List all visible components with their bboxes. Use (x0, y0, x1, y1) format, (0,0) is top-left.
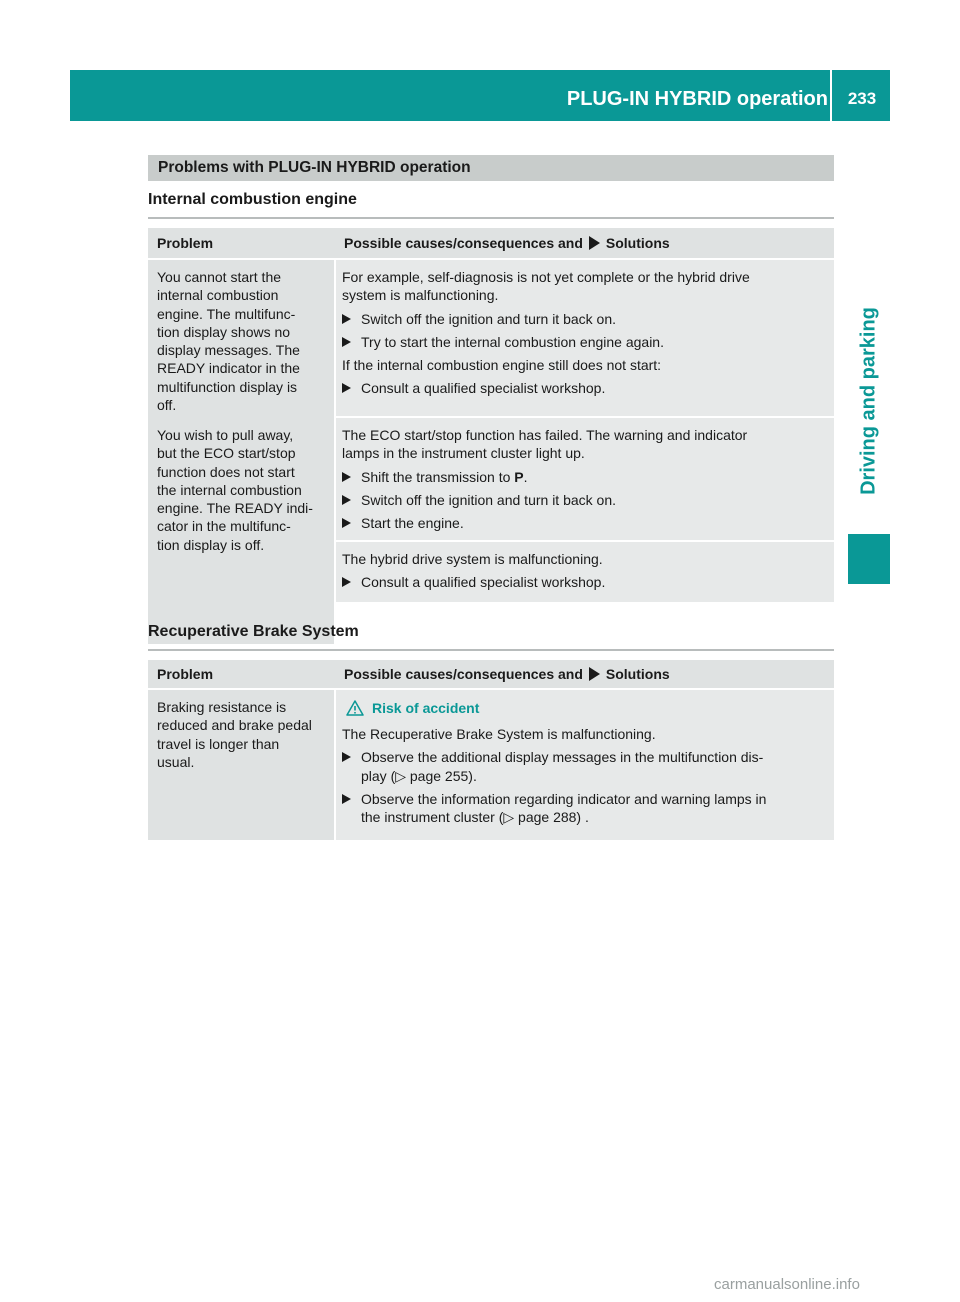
problem-line: READY indicator in the (157, 360, 300, 377)
col-header-causes-label: Possible causes/consequences and (344, 666, 583, 682)
table-header-row (148, 660, 834, 688)
step-text: Try to start the internal combustion engine again. (361, 333, 664, 350)
solution-content (342, 426, 828, 532)
solution-step (342, 491, 828, 509)
problem-line: engine. The multifunc- (157, 305, 296, 322)
solution-content (342, 550, 828, 592)
section-band (148, 155, 834, 181)
problem-line: You cannot start the (157, 269, 282, 285)
solution-cell (336, 418, 834, 540)
chapter-title: PLUG-IN HYBRID operation (566, 88, 828, 110)
step-text: Start the engine. (361, 515, 464, 532)
warning-triangle-icon (346, 700, 364, 716)
warning-row (342, 700, 828, 716)
solution-step (342, 310, 828, 328)
step-text: Consult a qualified specialist workshop. (361, 380, 606, 397)
solution-cell (336, 260, 834, 416)
cause-note: If the internal combustion engine still does not start: (342, 357, 662, 374)
page-reference-link[interactable]: the instrument cluster (▷ page 288) . (361, 809, 589, 826)
side-tab-marker (848, 534, 890, 584)
solution-cell (336, 542, 834, 602)
header-divider (830, 70, 832, 121)
col-header-problem: Problem (157, 666, 214, 682)
arrow-right-icon (589, 667, 600, 681)
step-text: Shift the transmission to (361, 468, 511, 485)
step-arrow-icon (342, 472, 351, 482)
problem-cell (148, 418, 334, 602)
solution-step (342, 333, 828, 351)
cause-line: For example, self-diagnosis is not yet complete or the hybrid drive (342, 269, 750, 285)
problem-line: display messages. The (157, 342, 300, 359)
cause-line: system is malfunctioning. (342, 287, 499, 304)
col-header-causes-label: Possible causes/consequences and (344, 235, 583, 251)
problem-line: cator in the multifunc- (157, 518, 291, 535)
warning-label: Risk of accident (372, 700, 480, 716)
table-internal-combustion (148, 228, 834, 602)
solution-content (342, 268, 828, 398)
problem-line: usual. (157, 753, 195, 770)
col-header-problem: Problem (157, 235, 214, 251)
col-header-causes (344, 235, 670, 251)
page-reference-link[interactable]: play (▷ page 255). (361, 767, 477, 784)
step-text: Consult a qualified specialist workshop. (361, 574, 606, 591)
problem-line: You wish to pull away, (157, 427, 294, 443)
section-title: Problems with PLUG-IN HYBRID operation (158, 159, 471, 176)
table-header-row (148, 228, 834, 258)
step-arrow-icon (342, 752, 351, 762)
solution-step (342, 573, 828, 591)
table2-heading: Recuperative Brake System (148, 623, 834, 651)
table1-heading: Internal combustion engine (148, 191, 834, 219)
step-arrow-icon (342, 337, 351, 347)
step-arrow-icon (342, 495, 351, 505)
problem-text (157, 698, 333, 771)
solution-cell (336, 690, 834, 840)
step-text: Switch off the ignition and turn it back on. (361, 310, 617, 327)
step-arrow-icon (342, 794, 351, 804)
solution-step (342, 379, 828, 397)
problem-line: off. (157, 397, 177, 414)
col-header-causes (344, 666, 670, 682)
problem-line: engine. The READY indi- (157, 500, 313, 517)
gear-position: P (514, 468, 524, 485)
col-header-solutions-label: Solutions (605, 235, 670, 251)
solution-step (342, 748, 828, 785)
solution-step (342, 514, 828, 532)
problem-line: function does not start (157, 463, 295, 480)
problem-line: the internal combustion (157, 481, 302, 498)
step-text: Observe the additional display messages in the multifunction dis- (361, 749, 764, 766)
step-text: Observe the information regarding indicator and warning lamps in (361, 790, 767, 807)
side-tab-label: Driving and parking (857, 307, 880, 495)
problem-line: Braking resistance is (157, 699, 287, 715)
step-text: Switch off the ignition and turn it back on. (361, 491, 617, 508)
solution-content (342, 700, 828, 826)
step-arrow-icon (342, 518, 351, 528)
col-header-solutions-label: Solutions (605, 666, 670, 682)
cause-line: The ECO start/stop function has failed. The warning and indicator (342, 427, 748, 443)
problem-line: multifunction display is (157, 378, 298, 395)
problem-cell (148, 690, 334, 840)
solution-step (342, 790, 828, 827)
problem-text (157, 426, 333, 554)
step-arrow-icon (342, 383, 351, 393)
cause-line: The Recuperative Brake System is malfunctioning. (342, 726, 656, 742)
problem-line: tion display is off. (157, 536, 265, 553)
step-arrow-icon (342, 577, 351, 587)
cause-line: lamps in the instrument cluster light up. (342, 445, 585, 462)
cause-line: The hybrid drive system is malfunctioning. (342, 551, 603, 567)
step-arrow-icon (342, 314, 351, 324)
problem-line: tion display shows no (157, 323, 291, 340)
problem-line: travel is longer than (157, 735, 280, 752)
table-recuperative-brake (148, 660, 834, 840)
problem-text (157, 268, 333, 414)
step-punct: . (523, 468, 528, 485)
problem-line: reduced and brake pedal (157, 717, 312, 734)
solution-step (342, 468, 828, 486)
page-header (70, 70, 890, 121)
problem-line: internal combustion (157, 287, 279, 304)
page-number: 233 (847, 89, 877, 108)
footer-watermark[interactable]: carmanualsonline.info (714, 1276, 860, 1293)
side-tab (848, 300, 890, 502)
problem-line: but the ECO start/stop (157, 445, 296, 462)
arrow-right-icon (589, 236, 600, 250)
